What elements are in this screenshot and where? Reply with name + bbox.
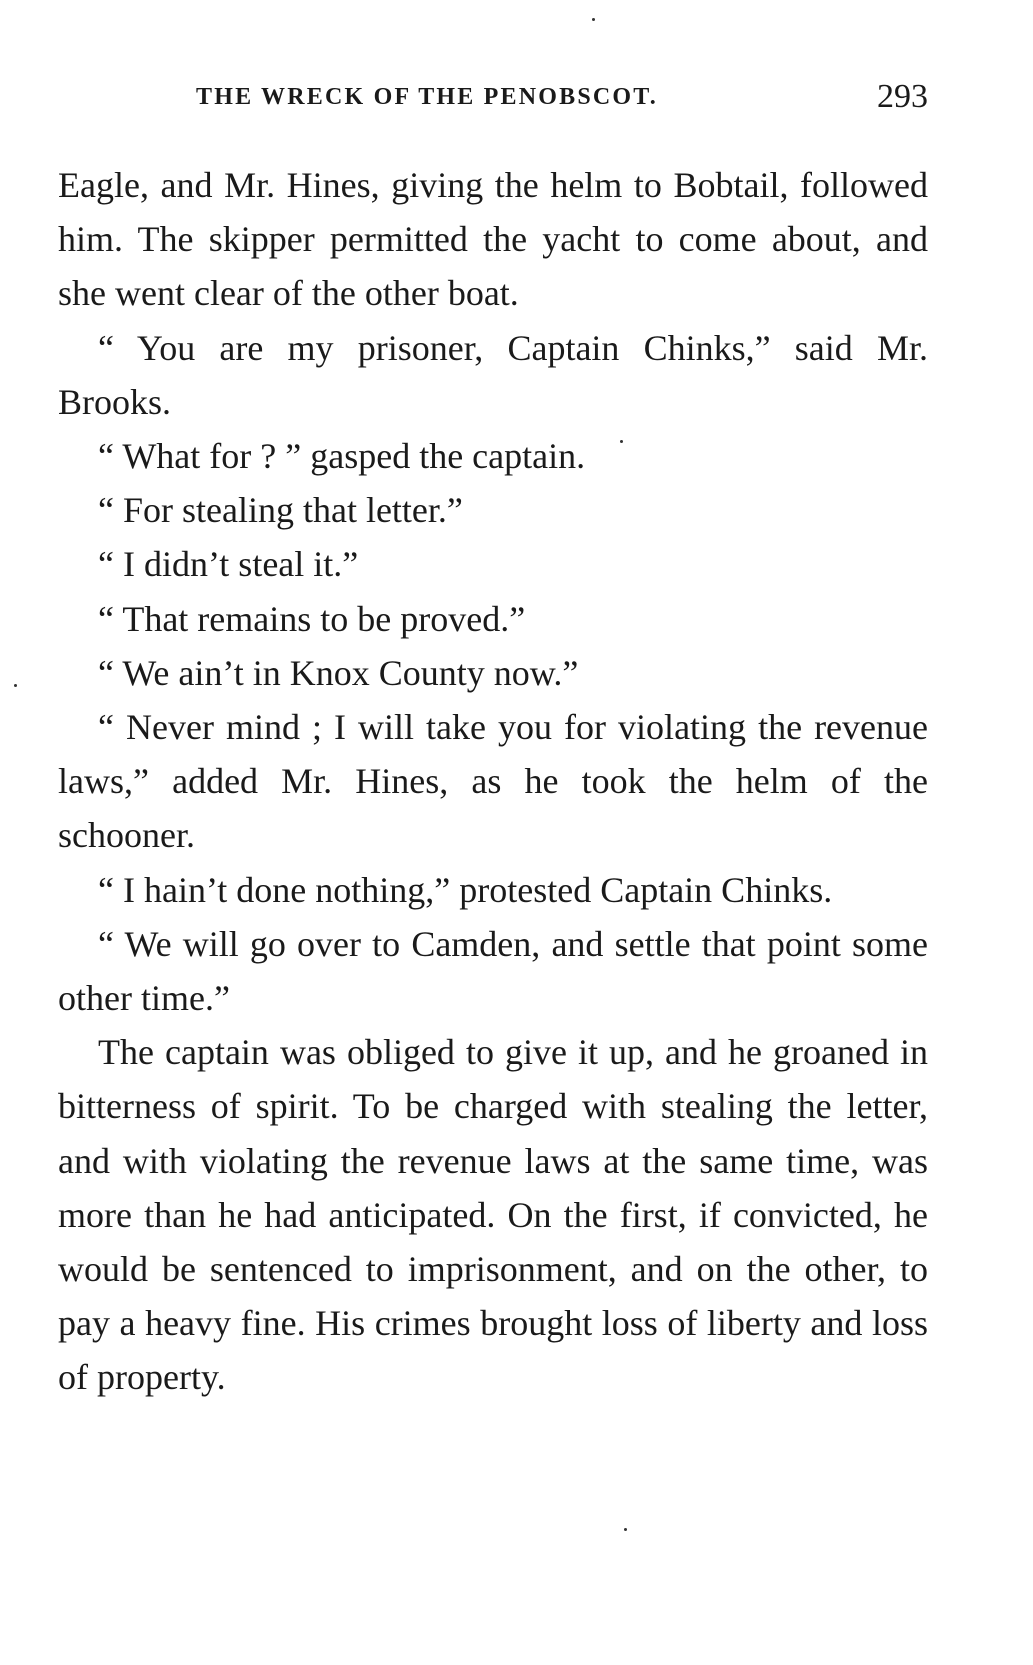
print-speck <box>592 18 595 21</box>
print-speck <box>624 1528 627 1531</box>
running-title: THE WRECK OF THE PENOBSCOT. <box>196 84 658 110</box>
paragraph: “ You are my prisoner, Captain Chinks,” said Mr. Brooks. <box>58 327 928 422</box>
paragraph: “ Never mind ; I will take you for violating the revenue laws,” added Mr. Hines, as he took the helm of the schooner. <box>58 707 928 856</box>
print-speck <box>14 684 17 687</box>
paragraph: “ We will go over to Camden, and settle that point some other time.” <box>58 923 928 1019</box>
running-head <box>58 78 928 118</box>
paragraph: “ For stealing that letter.” <box>98 490 463 531</box>
page-number: 293 <box>877 78 928 115</box>
paragraph: The captain was obliged to give it up, and he groaned in bitterness of spirit. To be charged with stealing the letter, and with violating the revenue laws at the same time, was more than he had anticipated. On the first, if convicted, he would be sentenced to imprisonment, and on the other, to pay a heavy fine. His crimes brought loss of liberty and loss of property. <box>58 1032 928 1398</box>
paragraph: “ I hain’t done nothing,” protested Captain Chinks. <box>98 869 833 910</box>
paragraph: Eagle, and Mr. Hines, giving the helm to Bobtail, followed him. The skipper permitted the yacht to come about, and she went clear of the other boat. <box>58 165 928 314</box>
paragraph: “ What for ? ” gasped the captain. <box>98 436 586 477</box>
paragraph: “ I didn’t steal it.” <box>98 544 359 585</box>
paragraph: “ That remains to be proved.” <box>98 598 526 639</box>
paragraph: “ We ain’t in Knox County now.” <box>98 652 579 693</box>
body-text <box>58 158 928 1405</box>
